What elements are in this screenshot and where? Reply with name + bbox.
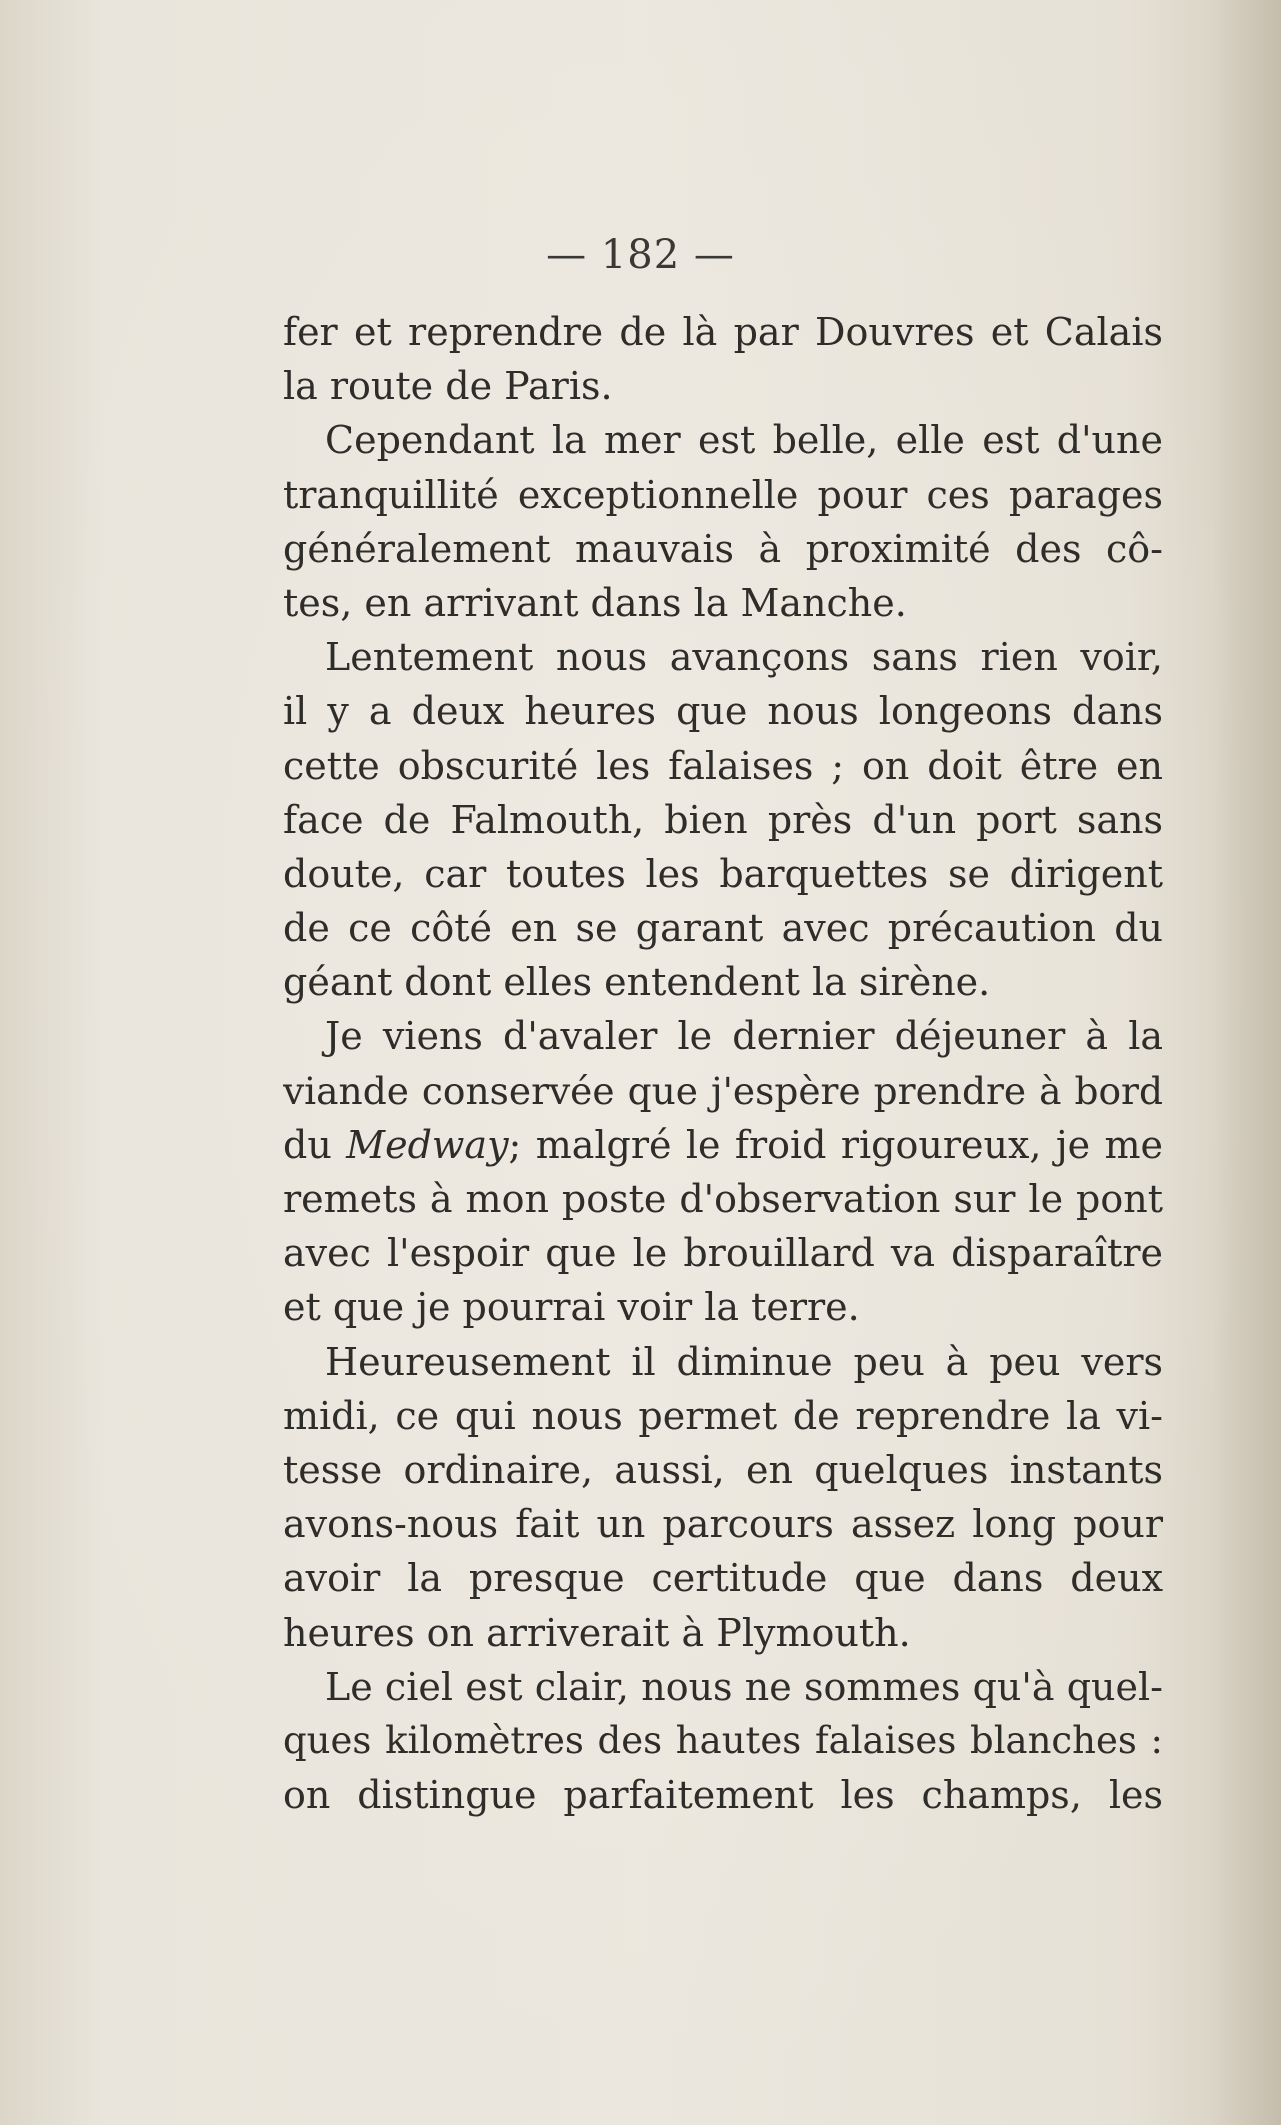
text-line: doute, car toutes les barquettes se dirigent — [283, 851, 1163, 896]
text-line: tes, en arrivant dans la Manche. — [283, 580, 907, 625]
text-line: géant dont elles entendent la sirène. — [283, 960, 991, 1005]
page-number: — 182 — — [546, 232, 735, 278]
text-line: Je viens d'avaler le dernier déjeuner à la — [325, 1014, 1163, 1059]
text-line: on distingue parfaitement les champs, les — [283, 1773, 1163, 1818]
body-text — [283, 305, 1163, 1822]
text-line: avons-nous fait un parcours assez long pour — [283, 1502, 1163, 1547]
text-line: Heureusement il diminue peu à peu vers — [325, 1339, 1163, 1384]
text-line-segment: ; malgré le froid rigoureux, je me — [508, 1122, 1163, 1167]
text-line: remets à mon poste d'observation sur le pont — [283, 1177, 1163, 1221]
text-line: cette obscurité les falaises ; on doit être en — [283, 743, 1163, 788]
text-line: la route de Paris. — [283, 364, 613, 409]
text-line: généralement mauvais à proximité des cô- — [283, 526, 1163, 571]
text-line: et que je pourrai voir la terre. — [283, 1285, 860, 1330]
text-line-segment: du — [283, 1122, 347, 1167]
text-line: avec l'espoir que le brouillard va disparaître — [283, 1231, 1163, 1276]
text-line: Lentement nous avançons sans rien voir, — [325, 635, 1163, 680]
text-line: ques kilomètres des hautes falaises blanches : — [283, 1718, 1163, 1762]
text-line: tranquillité exceptionnelle pour ces parages — [283, 472, 1163, 517]
text-line: heures on arriverait à Plymouth. — [283, 1610, 911, 1655]
text-line: avoir la presque certitude que dans deux — [283, 1556, 1163, 1601]
text-line: Cependant la mer est belle, elle est d'une — [325, 418, 1163, 463]
text-line: midi, ce qui nous permet de reprendre la vi- — [283, 1393, 1163, 1438]
text-line: face de Falmouth, bien près d'un port sans — [283, 797, 1163, 842]
text-line: de ce côté en se garant avec précaution du — [283, 906, 1163, 951]
text-line: viande conservée que j'espère prendre à bord — [283, 1068, 1163, 1113]
text-line: Le ciel est clair, nous ne sommes qu'à quel- — [325, 1664, 1163, 1709]
page-edge-shadow — [1211, 0, 1281, 2125]
ship-name-italic: Medway — [346, 1122, 509, 1167]
text-line: fer et reprendre de là par Douvres et Calais — [283, 310, 1163, 354]
text-line: il y a deux heures que nous longeons dans — [283, 689, 1163, 734]
text-line — [283, 1118, 1163, 1172]
text-line: tesse ordinaire, aussi, en quelques instants — [283, 1447, 1163, 1492]
